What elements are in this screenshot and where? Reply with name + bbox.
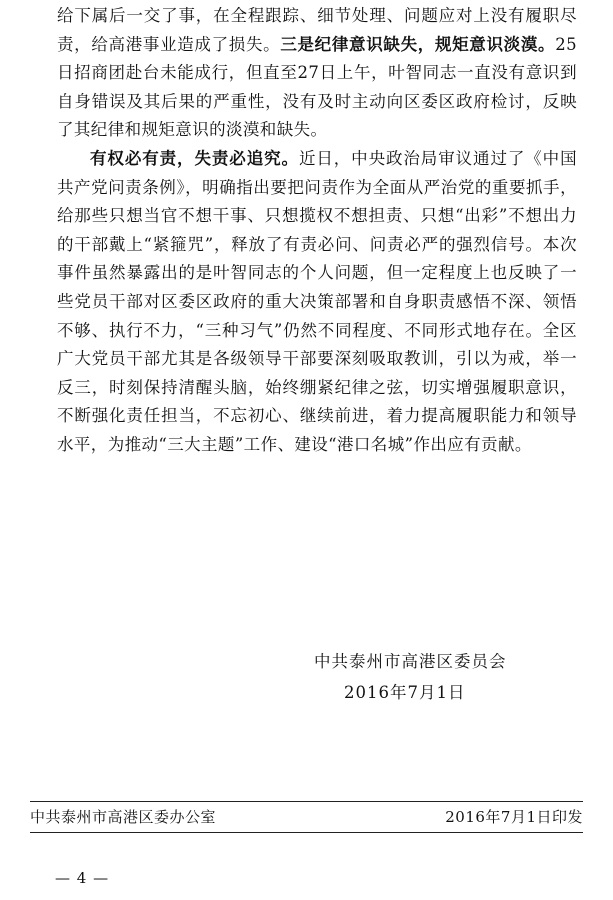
paragraph-1-bold-heading: 三是纪律意识缺失，规矩意识淡漠。	[280, 34, 556, 54]
paragraph-1-text-b: 25日招商团赴台未能成行，但直至27日上午，叶智同志一直没有意识到自身错误及其后果的严重性，没有及时主动向区委区政府检讨，反映了其纪律和规矩意识的淡漠和缺失。	[57, 34, 577, 140]
footer-issuer: 中共泰州市高港区委办公室	[30, 808, 217, 826]
signature-date: 2016年7月1日	[344, 683, 466, 702]
paragraph-2	[57, 145, 577, 460]
signature-organization: 中共泰州市高港区委员会	[314, 652, 507, 671]
document-body	[57, 2, 577, 460]
paragraph-2-text: 近日，中央政治局审议通过了《中国共产党问责条例》，明确指出要把问责作为全面从严治党的重要抓手，给那些只想当官不想干事、只想揽权不想担责、只想“出彩”不想出力的干部戴上“紧箍咒”，释放了有责必问、问责必严的强烈信号。本次事件虽然暴露出的是叶智同志的个人问题，但一定程度上也反映了一些党员干部对区委区政府的重大决策部署和自身职责感悟不深、领悟不够、执行不力，“三种习气”仍然不同程度、不同形式地存在。全区广大党员干部尤其是各级领导干部要深刻吸取教训，引以为戒，举一反三，时刻保持清醒头脑，始终绷紧纪律之弦，切实增强履职意识，不断强化责任担当，不忘初心、继续前进，着力提高履职能力和领导水平，为推动“三大主题”工作、建设“港口名城”作出应有贡献。	[57, 148, 577, 454]
paragraph-1-text-a: 给下属后一交了事，在全程跟踪、细节处理、问题应对上没有履职尽责，给高港事业造成了损失。	[57, 6, 577, 54]
footer-top-rule	[30, 801, 583, 802]
paragraph-1	[57, 2, 577, 145]
paragraph-2-bold-heading: 有权必有责，失责必追究。	[90, 148, 299, 168]
page-number: — 4 —	[55, 869, 110, 887]
footer-bottom-rule	[30, 832, 583, 833]
footer-issue-date: 2016年7月1日印发	[445, 808, 583, 826]
